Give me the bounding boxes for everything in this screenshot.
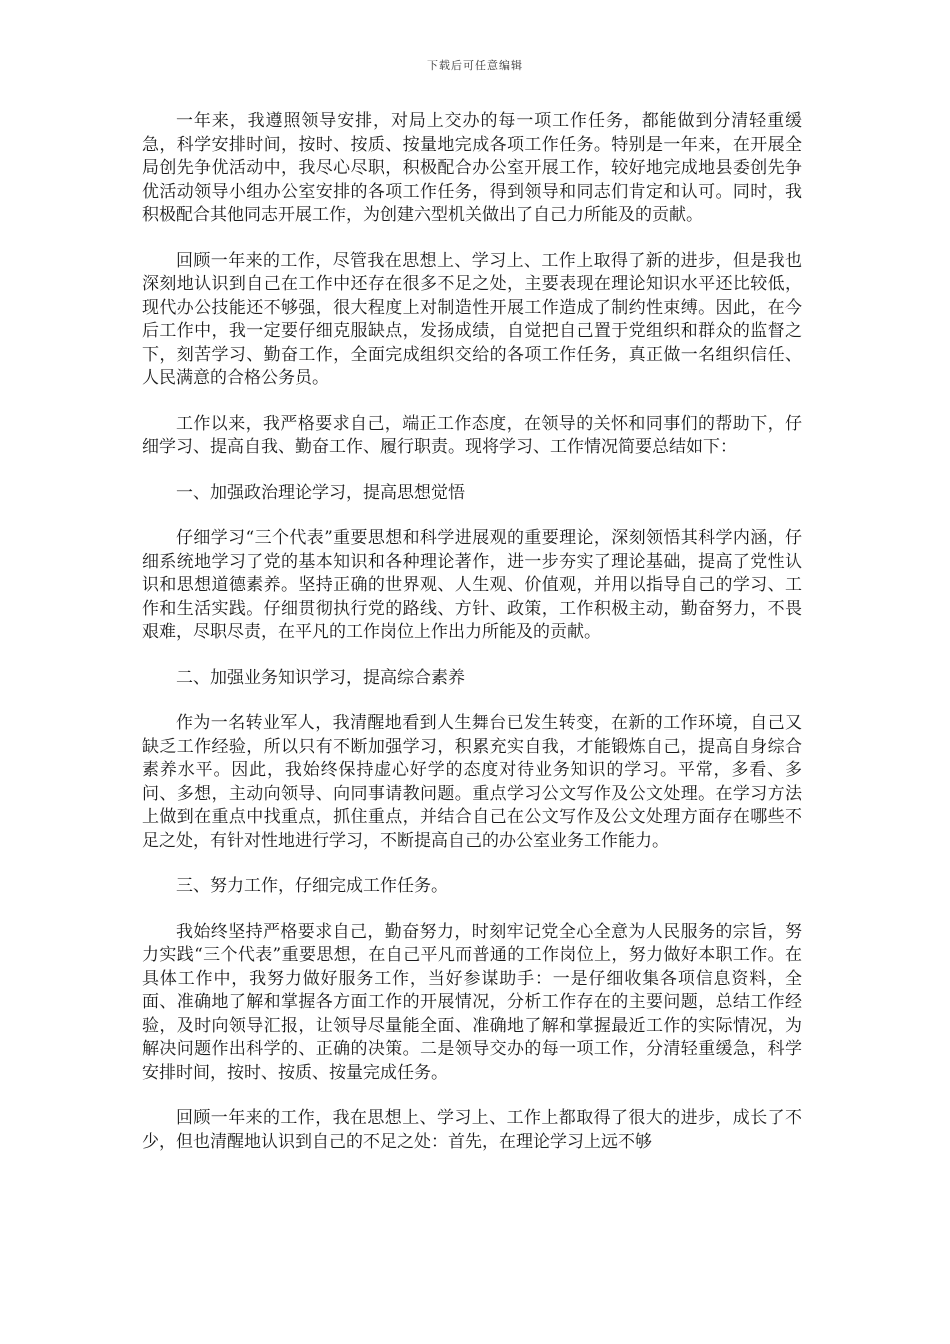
- section-heading-1: 一、加强政治理论学习，提高思想觉悟: [176, 482, 465, 503]
- section-heading-3: 三、努力工作，仔细完成工作任务。: [176, 876, 448, 896]
- paragraph-5: 作为一名转业军人，我清醒地看到人生舞台已发生转变，在新的工作环境，自己又缺乏工作经验，所以只有不断加强学习，积累充实自我，才能锻炼自己，提高自身综合素养水平。因此，我始终保持虚心好学的态度对待业务知识的学习。平常，多看、多问、多想，主动向领导、向同事请教问题。重点学习公文写作及公文处理。在学习方法上做到在重点中找重点，抓住重点，并结合自己在公文写作及公文处理方面存在哪些不足之处，有针对性地进行学习，不断提高自己的办公室业务工作能力。: [142, 713, 802, 851]
- paragraph-7: 回顾一年来的工作，我在思想上、学习上、工作上都取得了很大的进步，成长了不少，但也清醒地认识到自己的不足之处：首先，在理论学习上远不够: [142, 1108, 802, 1152]
- paragraph-6: 我始终坚持严格要求自己，勤奋努力，时刻牢记党全心全意为人民服务的宗旨，努力实践“三个代表”重要思想，在自己平凡而普通的工作岗位上，努力做好本职工作。在具体工作中，我努力做好服务工作，当好参谋助手：一是仔细收集各项信息资料，全面、准确地了解和掌握各方面工作的开展情况，分析工作存在的主要问题，总结工作经验，及时向领导汇报，让领导尽量能全面、准确地了解和掌握最近工作的实际情况，为解决问题作出科学的、正确的决策。二是领导交办的每一项工作，分清轻重缓急，科学安排时间，按时、按质、按量完成任务。: [142, 921, 802, 1083]
- header-note: 下载后可任意编辑: [427, 59, 523, 72]
- section-heading-2: 二、加强业务知识学习，提高综合素养: [176, 667, 465, 688]
- paragraph-4: 仔细学习“三个代表”重要思想和科学进展观的重要理论，深刻领悟其科学内涵，仔细系统地学习了党的基本知识和各种理论著作，进一步夯实了理论基础，提高了党性认识和思想道德素养。坚持正确的世界观、人生观、价值观，并用以指导自己的学习、工作和生活实践。仔细贯彻执行党的路线、方针、政策，工作积极主动，勤奋努力，不畏艰难，尽职尽责，在平凡的工作岗位上作出力所能及的贡献。: [142, 528, 802, 642]
- paragraph-2: 回顾一年来的工作，尽管我在思想上、学习上、工作上取得了新的进步，但是我也深刻地认识到自己在工作中还存在很多不足之处，主要表现在理论知识水平还比较低，现代办公技能还不够强，很大程度上对制造性开展工作造成了制约性束缚。因此，在今后工作中，我一定要仔细克服缺点，发扬成绩，自觉把自己置于党组织和群众的监督之下，刻苦学习、勤奋工作，全面完成组织交给的各项工作任务，真正做一名组织信任、人民满意的合格公务员。: [142, 250, 802, 388]
- document-body: [142, 110, 802, 1176]
- paragraph-1: 一年来，我遵照领导安排，对局上交办的每一项工作任务，都能做到分清轻重缓急，科学安排时间，按时、按质、按量地完成各项工作任务。特别是一年来，在开展全局创先争优活动中，我尽心尽职，积极配合办公室开展工作，较好地完成地县委创先争优活动领导小组办公室安排的各项工作任务，得到领导和同志们肯定和认可。同时，我积极配合其他同志开展工作，为创建六型机关做出了自己力所能及的贡献。: [142, 111, 802, 225]
- paragraph-3: 工作以来，我严格要求自己，端正工作态度，在领导的关怀和同事们的帮助下，仔细学习、提高自我、勤奋工作、履行职责。现将学习、工作情况简要总结如下：: [142, 413, 802, 457]
